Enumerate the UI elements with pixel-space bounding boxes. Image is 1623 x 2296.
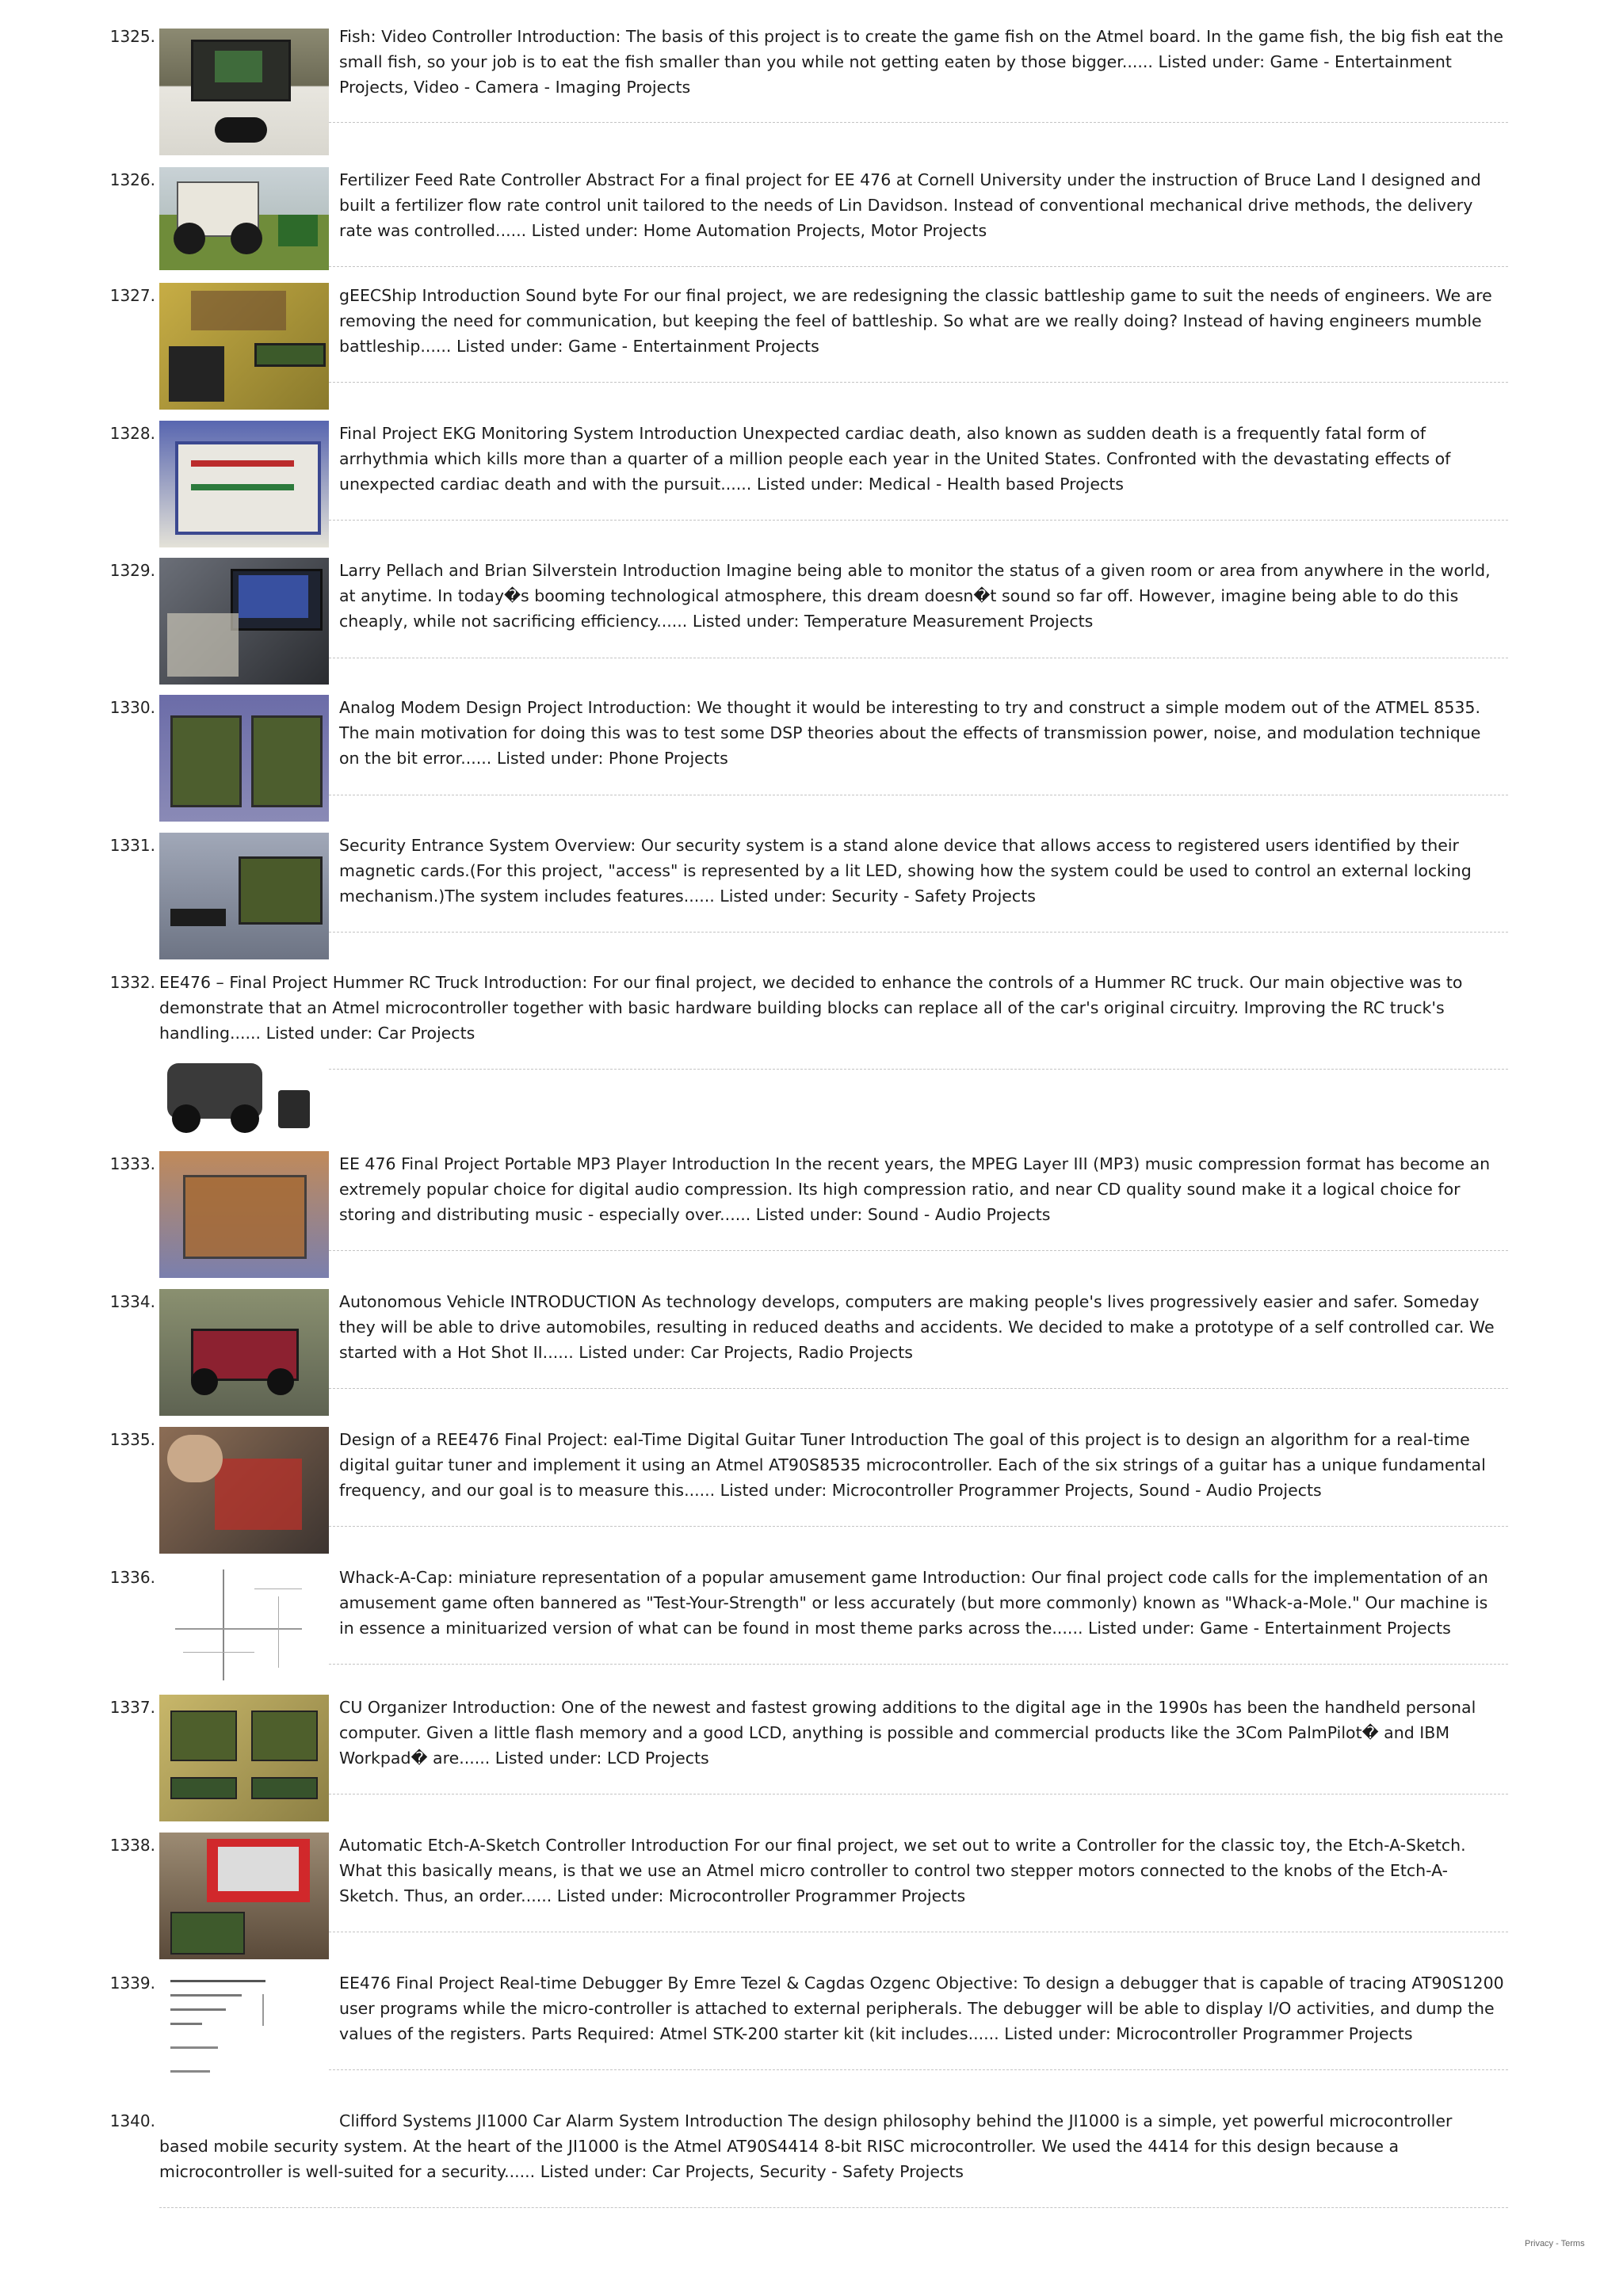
project-description: EE 476 Final Project Portable MP3 Player Introduction In the recent years, the MPEG Layer III (MP3) music compression format has become an extremely popular choice for digital audio compression. Its high compression ratio, and near CD quality sound make it a logical choice for storing and distributing music - especially over...... Listed under: Sound - Audio Projects [339,1154,1491,1224]
project-description: Clifford Systems JI1000 Car Alarm System Introduction The design philosophy behind the JI1000 is a simple, yet powerful microcontroller based mobile security system. At the heart of the JI1000 is the Atmel AT90S4414 8-bit RISC microcontroller. We used the 4414 for this design because a microcontroller is well-suited for a security...... Listed under: Car Projects, Security - Safety Projects [159,2111,1453,2181]
privacy-link[interactable]: Privacy [1525,2239,1554,2248]
project-description: Final Project EKG Monitoring System Introduction Unexpected cardiac death, also known as sudden death is a frequently fatal form of arrhythmia which kills more than a quarter of a million people each year in the United States. Confronted with the devastating effects of unexpected cardiac death and with the pursuit...... Listed under: Medical - Health based Projects [339,424,1451,494]
project-thumbnail[interactable] [159,1833,329,1959]
project-thumbnail[interactable] [159,1970,329,2097]
item-number: 1329. [109,561,155,580]
project-thumbnail[interactable] [159,833,329,959]
terms-link[interactable]: Terms [1560,2239,1585,2248]
divider [329,1069,1508,1070]
project-thumbnail[interactable] [159,1289,329,1416]
divider [329,122,1508,123]
item-number: 1328. [109,424,155,443]
project-thumbnail[interactable] [159,1151,329,1278]
item-number: 1332. [109,973,155,992]
item-number: 1331. [109,836,155,855]
project-description: Larry Pellach and Brian Silverstein Introduction Imagine being able to monitor the status of a given room or area from anywhere in the world, at anytime. In today�s booming technological atmosphere, this dream doesn�t sound so far off. However, imagine being able to do this cheaply, while not sacrificing efficiency...... Listed under: Temperature Measurement Projects [339,561,1491,631]
item-number: 1335. [109,1430,155,1449]
footer-separator: - [1553,2239,1561,2248]
project-description: EE476 – Final Project Hummer RC Truck Introduction: For our final project, we decided to enhance the controls of a Hummer RC truck. Our main objective was to demonstrate that an Atmel microcontroller together with basic hardware building blocks can replace all of the car's original circuitry. Improving the RC truck's handling...... Listed under: Car Projects [159,973,1463,1043]
divider [159,2207,1508,2208]
project-thumbnail[interactable] [159,1695,329,1821]
item-number: 1340. [109,2111,155,2130]
divider [329,932,1508,933]
project-description: Autonomous Vehicle INTRODUCTION As technology develops, computers are making people's lives progressively easier and safer. Someday they will be able to drive automobiles, resulting in reduced deaths and accidents. We decided to make a prototype of a self controlled car. We started with a Hot Shot II...... Listed under: Car Projects, Radio Projects [339,1292,1495,1362]
item-number: 1339. [109,1974,155,1993]
project-description: Automatic Etch-A-Sketch Controller Introduction For our final project, we set out to write a Controller for the classic toy, the Etch-A-Sketch. What this basically means, is that we use an Atmel micro controller to control two stepper motors connected to the knobs of the Etch-A-Sketch. Thus, an order...... Listed under: Microcontroller Programmer Projects [339,1836,1466,1905]
divider [329,2069,1508,2070]
item-number: 1325. [109,27,155,46]
project-description: Fish: Video Controller Introduction: The basis of this project is to create the game fish on the Atmel board. In the game fish, the big fish eat the small fish, so your job is to eat the fish smaller than you while not getting eaten by those bigger...... Listed under: Game - Entertainment Projects, Video - Camera - Imaging Projects [339,27,1503,97]
project-thumbnail[interactable] [159,1055,329,1144]
item-number: 1334. [109,1292,155,1311]
project-thumbnail[interactable] [159,1565,329,1691]
divider [329,382,1508,383]
footer-links [1525,2239,1585,2248]
project-description: Analog Modem Design Project Introduction: We thought it would be interesting to try and construct a simple modem out of the ATMEL 8535. The main motivation for doing this was to test some DSP theories about the effects of transmission power, noise, and modulation technique on the bit error...... Listed under: Phone Projects [339,698,1481,768]
project-description: Fertilizer Feed Rate Controller Abstract For a final project for EE 476 at Cornell University under the instruction of Bruce Land I designed and built a fertilizer flow rate control unit tailored to the needs of Lin Davidson. Instead of conventional mechanical drive methods, the delivery rate was controlled...... Listed under: Home Automation Projects, Motor Projects [339,170,1481,240]
project-thumbnail[interactable] [159,283,329,410]
item-number: 1336. [109,1568,155,1587]
project-description: Design of a REE476 Final Project: eal-Time Digital Guitar Tuner Introduction The goal of this project is to design an algorithm for a real-time digital guitar tuner and implement it using an Atmel AT90S8535 microcontroller. Each of the six strings of a guitar has a unique fundamental frequency, and our goal is to measure this...... Listed under: Microcontroller Programmer Projects, Sound - Audio Projects [339,1430,1486,1500]
divider [329,1388,1508,1389]
project-thumbnail[interactable] [159,695,329,822]
project-thumbnail[interactable] [159,167,329,270]
item-number: 1326. [109,170,155,189]
item-number: 1327. [109,286,155,305]
item-number: 1338. [109,1836,155,1855]
project-thumbnail[interactable] [159,29,329,155]
divider [329,1526,1508,1527]
project-description: gEECShip Introduction Sound byte For our final project, we are redesigning the classic battleship game to suit the needs of engineers. We are removing the need for communication, but keeping the feel of battleship. So what are we really doing? Instead of having engineers mumble battleship...... Listed under: Game - Entertainment Projects [339,286,1492,356]
divider [329,1664,1508,1665]
project-description: Security Entrance System Overview: Our security system is a stand alone device that allows access to registered users identified by their magnetic cards.(For this project, "access" is represented by a lit LED, showing how the system could be used to control an external locking mechanism.)The system includes features...... Listed under: Security - Safety Projects [339,836,1472,906]
project-description: CU Organizer Introduction: One of the newest and fastest growing additions to the digital age in the 1990s has been the handheld personal computer. Given a little flash memory and a good LCD, anything is possible and commercial products like the 3Com PalmPilot� and IBM Workpad� are...... Listed under: LCD Projects [339,1698,1476,1768]
item-number: 1333. [109,1154,155,1173]
item-number: 1330. [109,698,155,717]
divider [329,520,1508,521]
project-description: EE476 Final Project Real-time Debugger By Emre Tezel & Cagdas Ozgenc Objective: To design a debugger that is capable of tracing AT90S1200 user programs while the micro-controller is attached to external peripherals. The debugger will be able to display I/O activities, and dump the values of the registers. Parts Required: Atmel STK-200 starter kit (kit includes...... Listed under: Microcontroller Programmer Projects [339,1974,1504,2043]
project-thumbnail[interactable] [159,1427,329,1554]
divider [329,266,1508,267]
project-thumbnail[interactable] [159,421,329,547]
project-description: Whack-A-Cap: miniature representation of a popular amusement game Introduction: Our final project code calls for the implementation of an amusement game often bannered as "Test-Your-Strength" or less accurately (but more commonly) known as "Whack-a-Mole." Our machine is in essence a minituarized version of what can be found in most theme parks across the...... Listed under: Game - Entertainment Projects [339,1568,1488,1638]
item-number: 1337. [109,1698,155,1717]
project-thumbnail[interactable] [159,558,329,685]
divider [329,1250,1508,1251]
